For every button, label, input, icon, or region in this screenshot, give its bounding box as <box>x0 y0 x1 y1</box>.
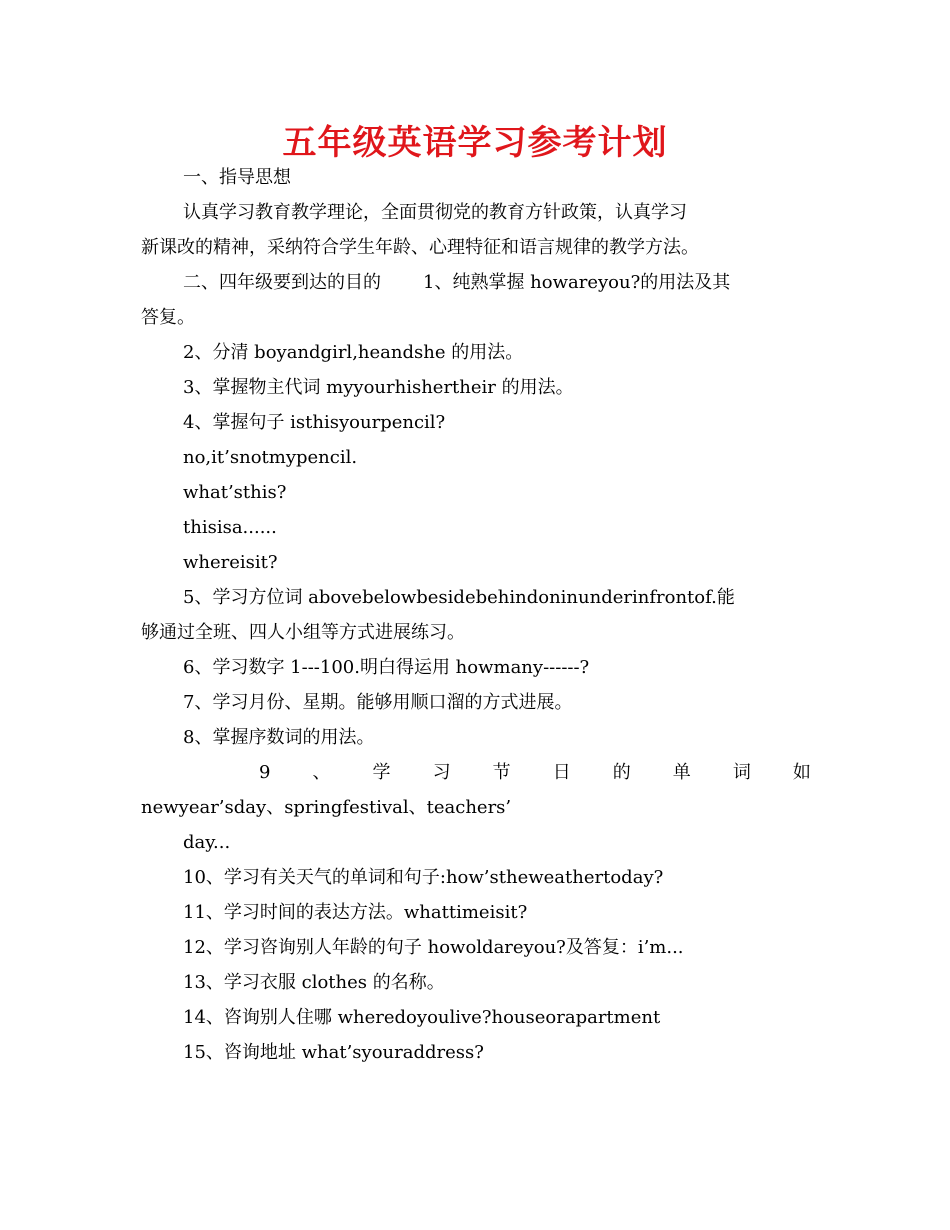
paragraph-line: 够通过全班、四人小组等方式进展练习。 <box>141 622 465 643</box>
paragraph-line: 认真学习教育教学理论，全面贯彻党的教育方针政策，认真学习 <box>183 202 687 223</box>
goal-item-13: 13、学习衣服 clothes 的名称。 <box>183 972 445 993</box>
goal-item-11: 11、学习时间的表达方法。whattimeisit? <box>183 902 528 923</box>
paragraph-line: 新课改的精神，采纳符合学生年龄、心理特征和语言规律的教学方法。 <box>141 237 699 258</box>
goal-item-1: 1、纯熟掌握 howareyou?的用法及其 <box>423 272 731 293</box>
justified-char: 习 <box>432 762 451 783</box>
justified-char: 、 <box>312 762 331 783</box>
paragraph-line: day... <box>183 832 231 853</box>
goal-item-10: 10、学习有关天气的单词和句子:how’stheweathertoday? <box>183 867 664 888</box>
goal-item-2: 2、分清 boyandgirl,heandshe 的用法。 <box>183 342 524 363</box>
justified-char: 词 <box>732 762 751 783</box>
justified-char: 的 <box>612 762 631 783</box>
example-sentence: whereisit? <box>183 552 278 573</box>
goal-item-9 <box>141 755 811 790</box>
goal-item-15: 15、咨询地址 what’syouraddress? <box>183 1042 484 1063</box>
paragraph-line: newyear’sday、springfestival、teachers’ <box>141 797 512 818</box>
goal-item-5: 5、学习方位词 abovebelowbesidebehindoninunderinfrontof.能 <box>183 587 735 608</box>
goals-heading-text: 二、四年级要到达的目的 <box>183 272 381 293</box>
justified-char: 如 <box>792 762 811 783</box>
example-sentence: no,it’snotmypencil. <box>183 447 358 468</box>
justified-char: 单 <box>672 762 691 783</box>
justified-char: 9 <box>259 762 271 783</box>
section-heading-goals <box>141 265 811 300</box>
document-body <box>141 160 811 1070</box>
page-title: 五年级英语学习参考计划 <box>282 123 668 163</box>
goal-item-12: 12、学习咨询别人年龄的句子 howoldareyou?及答复：i’m... <box>183 937 684 958</box>
goal-item-8: 8、掌握序数词的用法。 <box>183 727 375 748</box>
example-sentence: thisisa...... <box>183 517 277 538</box>
goal-item-6: 6、学习数字 1---100.明白得运用 howmany------? <box>183 657 590 678</box>
paragraph-line: 答复。 <box>141 307 195 328</box>
justified-char: 日 <box>552 762 571 783</box>
justified-char: 节 <box>492 762 511 783</box>
example-sentence: what’sthis? <box>183 482 287 503</box>
goal-item-7: 7、学习月份、星期。能够用顺口溜的方式进展。 <box>183 692 573 713</box>
goal-item-4: 4、掌握句子 isthisyourpencil? <box>183 412 446 433</box>
goal-item-3: 3、掌握物主代词 myyourhishertheir 的用法。 <box>183 377 574 398</box>
goal-item-14: 14、咨询别人住哪 wheredoyoulive?houseorapartment <box>183 1007 661 1028</box>
justified-char: 学 <box>372 762 391 783</box>
section-heading-guiding-ideology: 一、指导思想 <box>183 167 291 188</box>
